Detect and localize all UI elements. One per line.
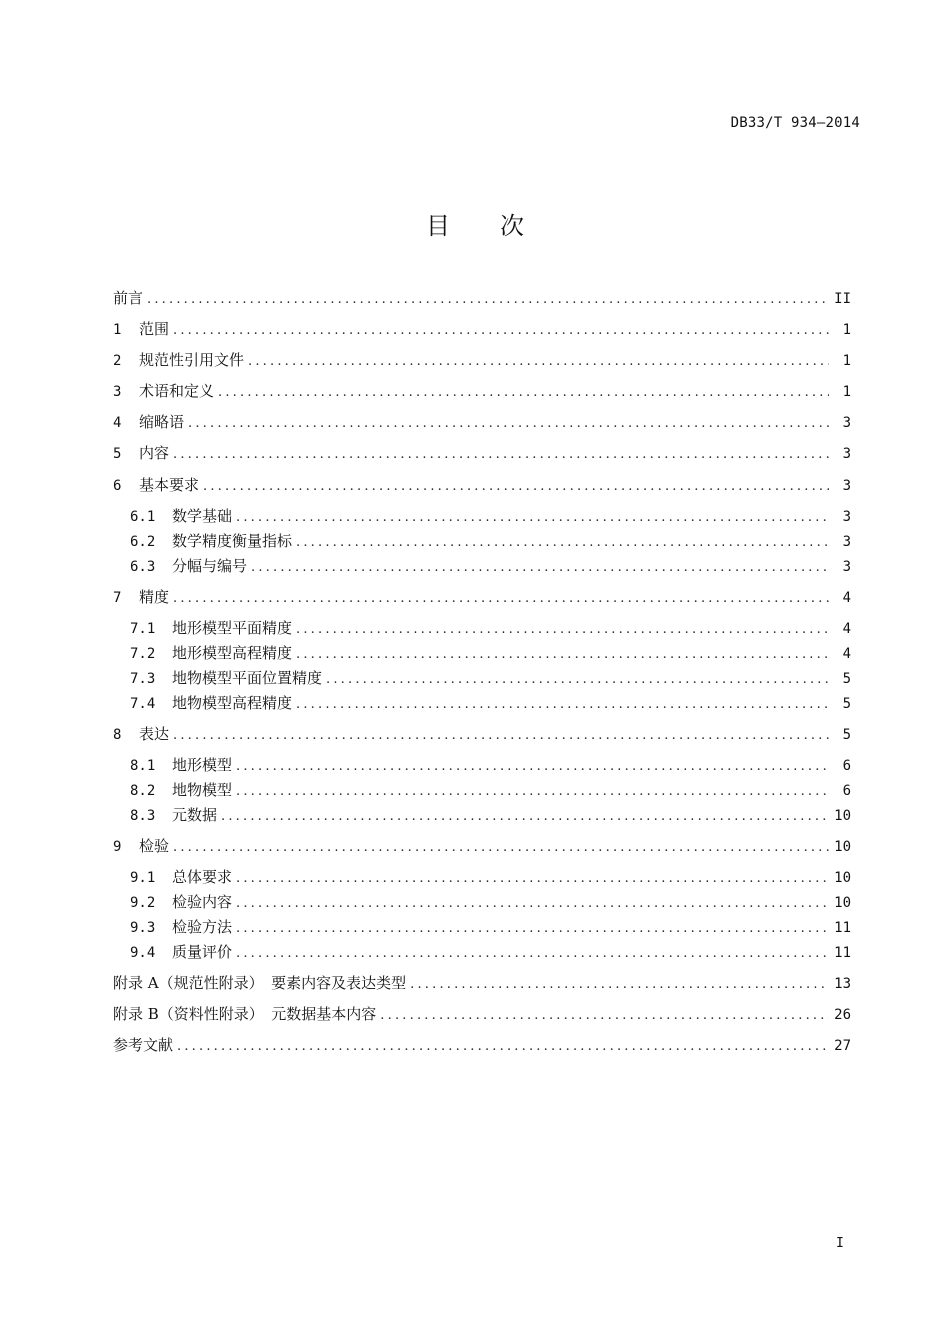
- toc-entry-page: 1: [842, 322, 851, 338]
- toc-entry-number: 8: [113, 727, 122, 743]
- toc-entry-number: 6.1: [130, 509, 156, 525]
- toc-entry-page: 3: [842, 478, 851, 494]
- toc-entry-label: 元数据: [172, 806, 218, 824]
- toc-entry-label: 数学精度衡量指标: [172, 532, 293, 550]
- toc-entry-number: 7.1: [130, 621, 156, 637]
- page-number: I: [836, 1236, 844, 1251]
- toc-entry-page: 5: [842, 727, 851, 743]
- toc-leader-dots: [251, 557, 829, 579]
- toc-entry-number: 7.3: [130, 671, 156, 687]
- toc-entry-6-3[interactable]: [130, 555, 851, 577]
- toc-entry-8-3[interactable]: [130, 804, 851, 826]
- toc-leader-dots: [173, 588, 829, 610]
- toc-entry-page: 11: [834, 945, 851, 961]
- toc-entry-7-2[interactable]: [130, 642, 851, 664]
- toc-entry-1[interactable]: [113, 318, 851, 340]
- toc-entry-9[interactable]: [113, 835, 851, 857]
- toc-entry-label: 附录 B（资料性附录） 元数据基本内容: [113, 1005, 377, 1023]
- toc-entry-number: 8.3: [130, 808, 156, 824]
- toc-entry-page: 27: [834, 1038, 851, 1054]
- toc-entry-page: 10: [834, 808, 851, 824]
- toc-entry-6-1[interactable]: [130, 505, 851, 527]
- toc-entry-page: II: [834, 291, 851, 307]
- toc-leader-dots: [236, 918, 829, 940]
- toc-entry-references[interactable]: [113, 1034, 851, 1056]
- toc-entry-label: 范围: [139, 320, 170, 338]
- toc-entry-9-4[interactable]: [130, 941, 851, 963]
- toc-entry-7-3[interactable]: [130, 667, 851, 689]
- toc-entry-page: 4: [842, 646, 851, 662]
- toc-entry-label: 地形模型高程精度: [172, 644, 293, 662]
- toc-entry-2[interactable]: [113, 349, 851, 371]
- toc-entry-label: 规范性引用文件: [139, 351, 245, 369]
- toc-entry-number: 9.3: [130, 920, 156, 936]
- toc-entry-number: 7.2: [130, 646, 156, 662]
- toc-entry-page: 10: [834, 870, 851, 886]
- toc-entry-label: 地形模型: [172, 756, 233, 774]
- toc-entry-page: 13: [834, 976, 851, 992]
- toc-leader-dots: [236, 943, 829, 965]
- toc-leader-dots: [296, 644, 829, 666]
- toc-entry-page: 6: [842, 758, 851, 774]
- toc-entry-page: 4: [842, 590, 851, 606]
- toc-leader-dots: [380, 1005, 829, 1027]
- toc-entry-label: 精度: [139, 588, 170, 606]
- toc-entry-page: 26: [834, 1007, 851, 1023]
- toc-entry-page: 11: [834, 920, 851, 936]
- toc-leader-dots: [236, 893, 829, 915]
- toc-entry-6[interactable]: [113, 474, 851, 496]
- toc-leader-dots: [296, 619, 829, 641]
- toc-entry-label: 参考文献: [113, 1036, 174, 1054]
- toc-entry-number: 7: [113, 590, 122, 606]
- toc-entry-page: 10: [834, 839, 851, 855]
- toc-entry-8[interactable]: [113, 723, 851, 745]
- toc-entry-label: 地物模型高程精度: [172, 694, 293, 712]
- toc-entry-number: 6.2: [130, 534, 156, 550]
- toc-entry-label: 检验方法: [172, 918, 233, 936]
- toc-leader-dots: [203, 476, 829, 498]
- toc-entry-label: 地物模型: [172, 781, 233, 799]
- toc-entry-number: 9: [113, 839, 122, 855]
- toc-entry-7-4[interactable]: [130, 692, 851, 714]
- toc-entry-7[interactable]: [113, 586, 851, 608]
- toc-entry-label: 总体要求: [172, 868, 233, 886]
- toc-entry-8-1[interactable]: [130, 754, 851, 776]
- toc-entry-label: 地形模型平面精度: [172, 619, 293, 637]
- toc-entry-page: 3: [842, 415, 851, 431]
- toc-leader-dots: [296, 532, 829, 554]
- toc-entry-number: 6.3: [130, 559, 156, 575]
- toc-entry-appendix-a[interactable]: [113, 972, 851, 994]
- toc-entry-number: 9.1: [130, 870, 156, 886]
- toc-leader-dots: [221, 806, 829, 828]
- toc-title: 目次: [426, 212, 574, 240]
- toc-leader-dots: [173, 320, 829, 342]
- toc-entry-page: 5: [842, 696, 851, 712]
- toc-leader-dots: [173, 725, 829, 747]
- toc-entry-label: 分幅与编号: [172, 557, 248, 575]
- toc-entry-label: 内容: [139, 444, 170, 462]
- toc-entry-label: 质量评价: [172, 943, 233, 961]
- toc-entry-label: 基本要求: [139, 476, 200, 494]
- toc-entry-page: 1: [842, 353, 851, 369]
- toc-entry-3[interactable]: [113, 380, 851, 402]
- toc-leader-dots: [410, 974, 829, 996]
- toc-entry-number: 9.4: [130, 945, 156, 961]
- toc-entry-page: 5: [842, 671, 851, 687]
- toc-entry-page: 3: [842, 446, 851, 462]
- toc-leader-dots: [248, 351, 829, 373]
- toc-leader-dots: [218, 382, 829, 404]
- toc-entry-label: 缩略语: [139, 413, 185, 431]
- toc-entry-5[interactable]: [113, 442, 851, 464]
- toc-entry-label: 地物模型平面位置精度: [172, 669, 323, 687]
- toc-entry-page: 6: [842, 783, 851, 799]
- toc-entry-label: 附录 A（规范性附录） 要素内容及表达类型: [113, 974, 407, 992]
- toc-entry-number: 4: [113, 415, 122, 431]
- toc-entry-page: 1: [842, 384, 851, 400]
- toc-entry-page: 3: [842, 559, 851, 575]
- toc-entry-9-3[interactable]: [130, 916, 851, 938]
- toc-leader-dots: [236, 756, 829, 778]
- toc-leader-dots: [236, 868, 829, 890]
- toc-entry-number: 8.1: [130, 758, 156, 774]
- toc-entry-4[interactable]: [113, 411, 851, 433]
- toc-entry-number: 9.2: [130, 895, 156, 911]
- toc-leader-dots: [177, 1036, 829, 1058]
- toc-leader-dots: [188, 413, 829, 435]
- toc-entry-page: 10: [834, 895, 851, 911]
- toc-entry-number: 6: [113, 478, 122, 494]
- toc-entry-number: 1: [113, 322, 122, 338]
- toc-entry-label: 检验: [139, 837, 170, 855]
- toc-leader-dots: [236, 781, 829, 803]
- toc-leader-dots: [173, 837, 829, 859]
- toc-entry-label: 表达: [139, 725, 170, 743]
- toc-entry-label: 前言: [113, 289, 144, 307]
- toc-entry-number: 2: [113, 353, 122, 369]
- toc-entry-number: 5: [113, 446, 122, 462]
- toc-entry-number: 8.2: [130, 783, 156, 799]
- toc-leader-dots: [147, 289, 829, 311]
- toc-entry-label: 检验内容: [172, 893, 233, 911]
- toc-entry-number: 3: [113, 384, 122, 400]
- toc-entry-preface[interactable]: [113, 287, 851, 309]
- toc-entry-page: 3: [842, 509, 851, 525]
- toc-leader-dots: [173, 444, 829, 466]
- toc-entry-9-1[interactable]: [130, 866, 851, 888]
- toc-entry-appendix-b[interactable]: [113, 1003, 851, 1025]
- toc-leader-dots: [236, 507, 829, 529]
- toc-leader-dots: [296, 694, 829, 716]
- toc-entry-7-1[interactable]: [130, 617, 851, 639]
- toc-entry-6-2[interactable]: [130, 530, 851, 552]
- toc-entry-8-2[interactable]: [130, 779, 851, 801]
- toc-leader-dots: [326, 669, 829, 691]
- toc-entry-9-2[interactable]: [130, 891, 851, 913]
- document-code: DB33/T 934—2014: [730, 115, 860, 131]
- toc-entry-page: 3: [842, 534, 851, 550]
- toc-entry-label: 术语和定义: [139, 382, 215, 400]
- toc-entry-label: 数学基础: [172, 507, 233, 525]
- toc-entry-number: 7.4: [130, 696, 156, 712]
- toc-entry-page: 4: [842, 621, 851, 637]
